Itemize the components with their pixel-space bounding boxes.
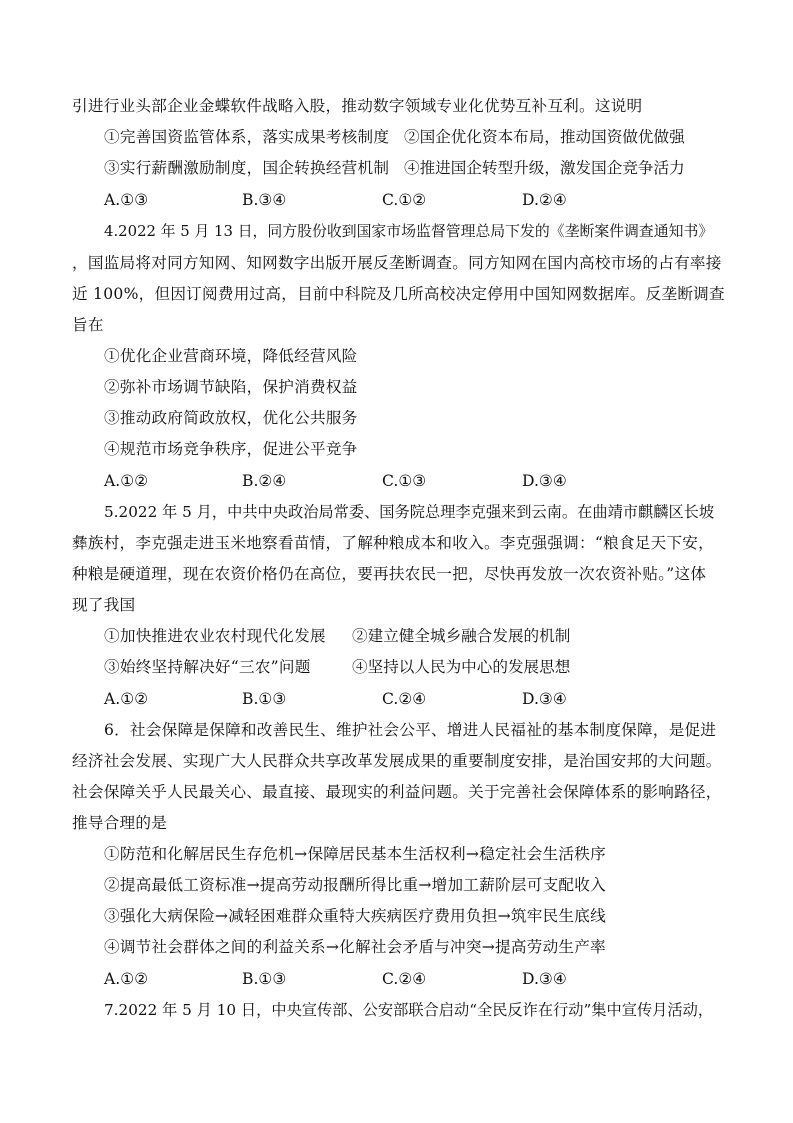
q5-answer-a: A.①② bbox=[104, 690, 149, 708]
q6-line-3: 社会保障关乎人民最关心、最直接、最现实的利益问题。关于完善社会保障体系的影响路径， bbox=[72, 783, 722, 801]
q4-line-4: 旨在 bbox=[72, 316, 104, 334]
q3-option-3: ③实行薪酬激励制度，国企转换经营机制 bbox=[104, 159, 390, 177]
q5-answer-c: C.②④ bbox=[382, 690, 427, 708]
q7-line-1: 7.2022 年 5 月 10 日，中央宣传部、公安部联合启动“全民反诈在行动”集中宣传月活动， bbox=[104, 1001, 714, 1019]
q3-stem-tail: 引进行业头部企业金蝶软件战略入股，推动数字领域专业化优势互补互利。这说明 bbox=[72, 97, 643, 115]
q4-line-1: 4.2022 年 5 月 13 日，同方股份收到国家市场监督管理总局下发的《垄断案件调查通知书》 bbox=[104, 222, 714, 240]
q6-answer-c: C.②④ bbox=[382, 970, 427, 988]
q6-line-1: 6．社会保障是保障和改善民生、维护社会公平、增进人民福祉的基本制度保障，是促进 bbox=[104, 721, 717, 739]
q4-option-4: ④规范市场竞争秩序，促进公平竞争 bbox=[104, 440, 358, 458]
q5-option-1: ①加快推进农业农村现代化发展 bbox=[104, 627, 326, 645]
q5-option-2: ②建立健全城乡融合发展的机制 bbox=[352, 627, 571, 645]
q6-answer-b: B.①③ bbox=[242, 970, 287, 988]
q5-option-4: ④坚持以人民为中心的发展思想 bbox=[352, 658, 571, 676]
q5-line-3: 种粮是硬道理，现在农资价格仍在高位，要再扶农民一把，尽快再发放一次农资补贴。”这体 bbox=[72, 565, 707, 583]
q4-answer-c: C.①③ bbox=[382, 472, 427, 490]
q6-answer-d: D.③④ bbox=[522, 970, 567, 988]
q5-line-4: 现了我国 bbox=[72, 596, 136, 614]
q6-line-4: 推导合理的是 bbox=[72, 814, 168, 832]
q3-answer-c: C.①② bbox=[382, 191, 427, 209]
q4-line-3: 近 100%，但因订阅费用过高，目前中科院及几所高校决定停用中国知网数据库。反垄断调查 bbox=[72, 285, 725, 303]
q4-option-2: ②弥补市场调节缺陷，保护消费权益 bbox=[104, 378, 358, 396]
q6-option-2: ②提高最低工资标准→提高劳动报酬所得比重→增加工薪阶层可支配收入 bbox=[104, 876, 606, 894]
q3-answer-b: B.③④ bbox=[242, 191, 287, 209]
q3-answer-d: D.②④ bbox=[522, 191, 567, 209]
q5-line-1: 5.2022 年 5 月，中共中央政治局常委、国务院总理李克强来到云南。在曲靖市麒麟区长坡 bbox=[104, 503, 715, 521]
q4-option-3: ③推动政府简政放权，优化公共服务 bbox=[104, 409, 358, 427]
q3-option-4: ④推进国企转型升级，激发国企竞争活力 bbox=[404, 159, 685, 177]
q6-option-1: ①防范和化解居民生存危机→保障居民基本生活权利→稳定社会生活秩序 bbox=[104, 845, 606, 863]
q4-answer-a: A.①② bbox=[104, 472, 149, 490]
q4-line-2: ，国监局将对同方知网、知网数字出版开展反垄断调查。同方知网在国内高校市场的占有率接 bbox=[72, 254, 722, 272]
q6-option-4: ④调节社会群体之间的利益关系→化解社会矛盾与冲突→提高劳动生产率 bbox=[104, 938, 606, 956]
q5-line-2: 彝族村，李克强走进玉米地察看苗情，了解种粮成本和收入。李克强强调：“粮食足天下安， bbox=[72, 534, 714, 552]
q5-option-3: ③始终坚持解决好“三农”问题 bbox=[104, 658, 311, 676]
q3-answer-a: A.①③ bbox=[104, 191, 149, 209]
q4-answer-b: B.②④ bbox=[242, 472, 287, 490]
q6-line-2: 经济社会发展、实现广大人民群众共享改革发展成果的重要制度安排，是治国安邦的大问题。 bbox=[72, 752, 722, 770]
q3-option-2: ②国企优化资本布局，推动国资做优做强 bbox=[404, 128, 685, 146]
q5-answer-d: D.③④ bbox=[522, 690, 567, 708]
q3-option-1: ①完善国资监管体系，落实成果考核制度 bbox=[104, 128, 390, 146]
q6-option-3: ③强化大病保险→减轻困难群众重特大疾病医疗费用负担→筑牢民生底线 bbox=[104, 907, 606, 925]
q4-answer-d: D.③④ bbox=[522, 472, 567, 490]
q4-option-1: ①优化企业营商环境，降低经营风险 bbox=[104, 347, 358, 365]
q6-answer-a: A.①② bbox=[104, 970, 149, 988]
q5-answer-b: B.①③ bbox=[242, 690, 287, 708]
